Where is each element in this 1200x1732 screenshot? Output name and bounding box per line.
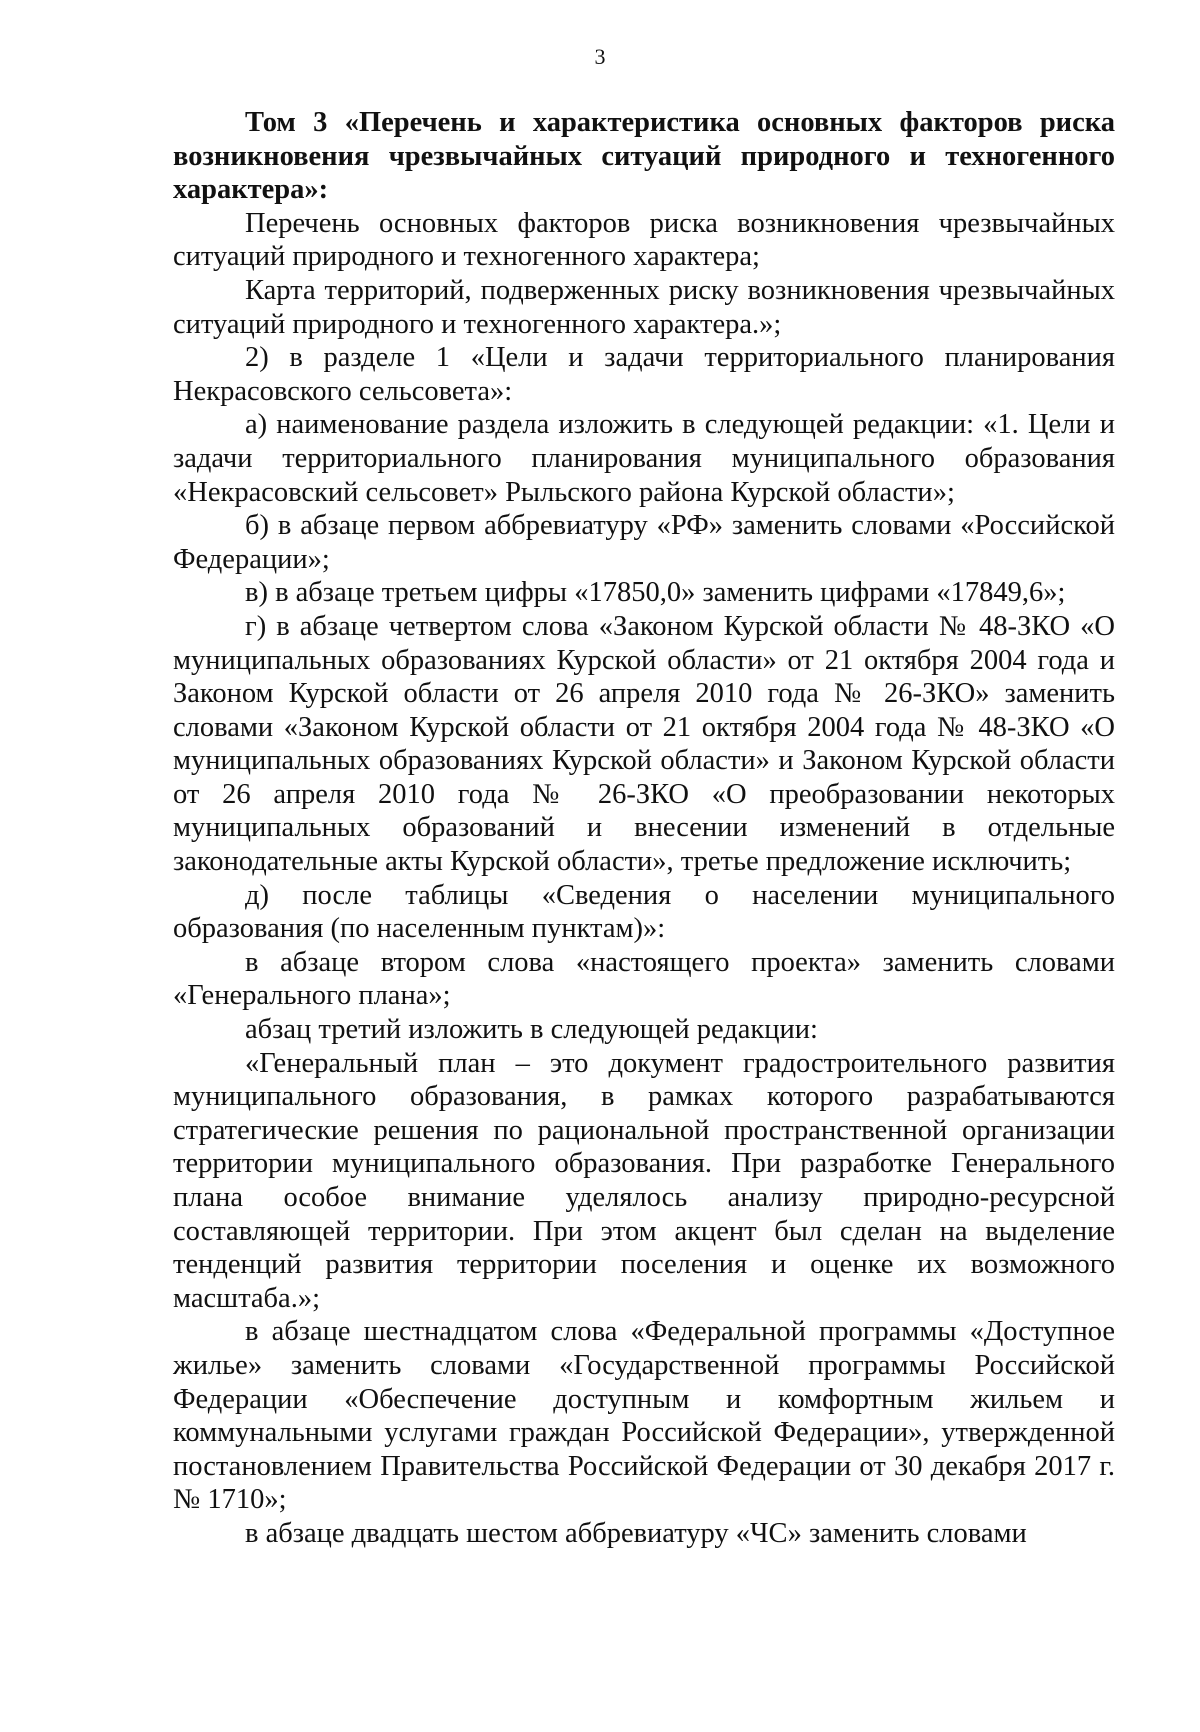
- paragraph: «Генеральный план – это документ градостроительного развития муниципального образования, в рамках которого разрабатываются стратегические решения по рациональной пространственной организации территории муниципального образования. При разработке Генерального плана особое внимание уделялось анализу природно-ресурсной составляющей территории. При этом акцент был сделан на выделение тенденций развития территории поселения и оценке их возможного масштаба.»;: [173, 1047, 1115, 1314]
- document-body: [173, 106, 1115, 1551]
- paragraph: б) в абзаце первом аббревиатуру «РФ» заменить словами «Российской Федерации»;: [173, 510, 1115, 575]
- paragraph: в абзаце шестнадцатом слова «Федеральной программы «Доступное жилье» заменить словами «Государственной программы Российской Федерации «Обеспечение доступным и комфортным жильем и коммунальными услугами граждан Российской Федерации», утвержденной постановлением Правительства Российской Федерации от 30 декабря 2017 г. № 1710»;: [173, 1316, 1115, 1516]
- paragraph: в абзаце втором слова «настоящего проекта» заменить словами «Генерального плана»;: [173, 946, 1115, 1012]
- paragraph: г) в абзаце четвертом слова «Законом Курской области № 48-ЗКО «О муниципальных образованиях Курской области» от 21 октября 2004 года и Законом Курской области от 26 апреля 2010 года № 26-ЗКО» заменить словами «Законом Курской области от 21 октября 2004 года № 48-ЗКО «О муниципальных образованиях Курской области» и Законом Курской области от 26 апреля 2010 года № 26-ЗКО «О преобразовании некоторых муниципальных образований и внесении изменений в отдельные законодательные акты Курской области», третье предложение исключить;: [173, 610, 1115, 878]
- paragraph: Перечень основных факторов риска возникновения чрезвычайных ситуаций природного и техногенного характера;: [173, 207, 1115, 273]
- paragraph: абзац третий изложить в следующей редакции:: [245, 1014, 818, 1046]
- paragraph: 2) в разделе 1 «Цели и задачи территориального планирования Некрасовского сельсовета»:: [173, 342, 1115, 407]
- volume-3-heading: Том 3 «Перечень и характеристика основных факторов риска возникновения чрезвычайных ситуаций природного и техногенного характера»:: [173, 107, 1115, 206]
- paragraph: в) в абзаце третьем цифры «17850,0» заменить цифрами «17849,6»;: [245, 577, 1066, 609]
- paragraph: а) наименование раздела изложить в следующей редакции: «1. Цели и задачи территориального планирования муниципального образования «Некрасовский сельсовет» Рыльского района Курской области»;: [173, 409, 1115, 508]
- paragraph: д) после таблицы «Сведения о населении муниципального образования (по населенным пунктам)»:: [173, 879, 1115, 945]
- page-number: 3: [594, 44, 606, 69]
- paragraph: Карта территорий, подверженных риску возникновения чрезвычайных ситуаций природного и техногенного характера.»;: [173, 274, 1115, 340]
- paragraph: в абзаце двадцать шестом аббревиатуру «ЧС» заменить словами: [245, 1517, 1027, 1549]
